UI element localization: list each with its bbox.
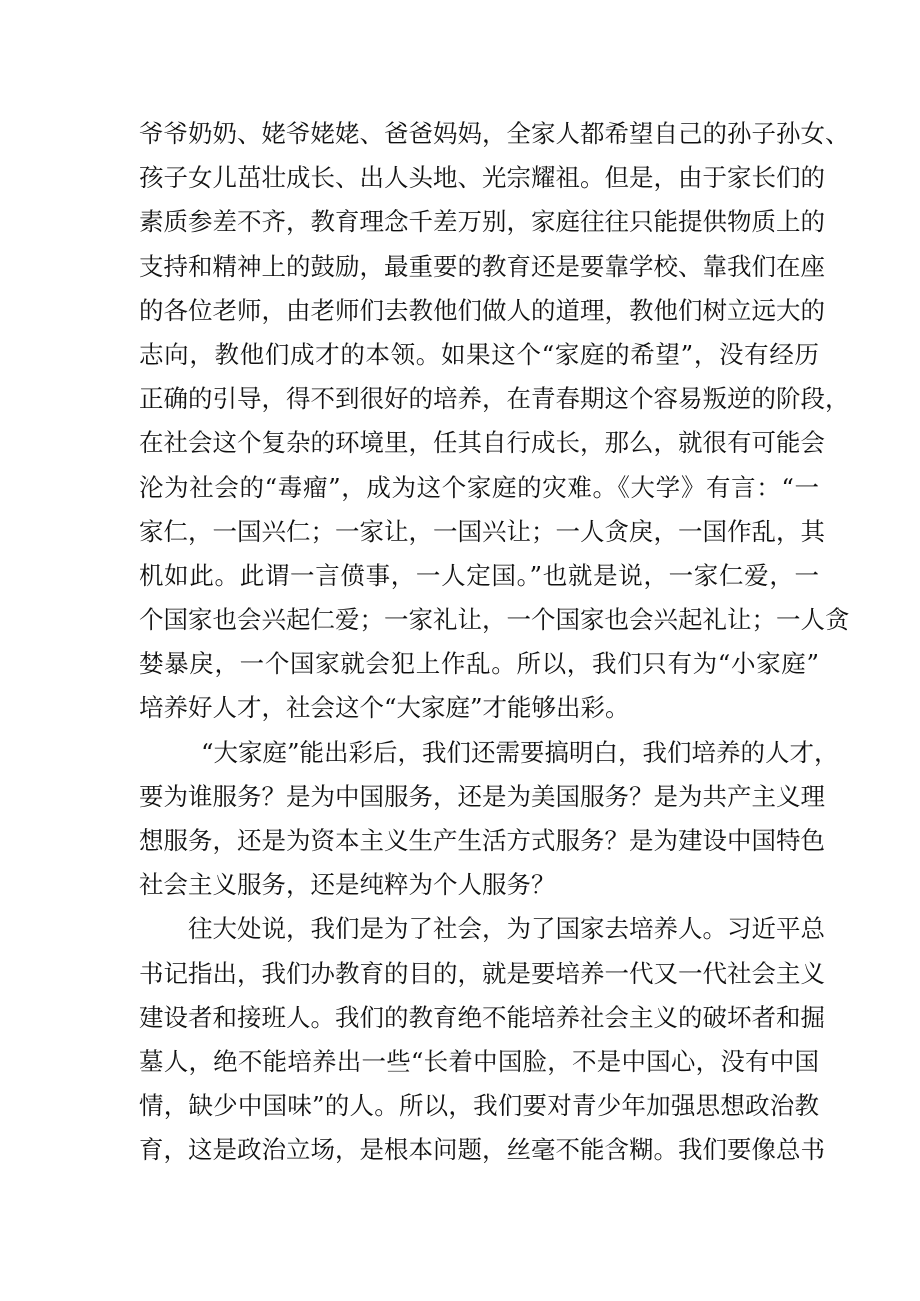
text-line: 爷爷奶奶、姥爷姥姥、爸爸妈妈，全家人都希望自己的孙子孙女、: [139, 119, 850, 148]
text-line: 个国家也会兴起仁爱；一家礼让，一个国家也会兴起礼让；一人贪: [139, 605, 850, 635]
text-line: 往大处说，我们是为了社会，为了国家去培养人。习近平总: [188, 914, 825, 944]
text-line: 的各位老师，由老师们去教他们做人的道理，教他们树立远大的: [139, 295, 825, 325]
text-line: 支持和精神上的鼓励，最重要的教育还是要靠学校、靠我们在座: [139, 251, 825, 281]
paragraph-serve-whom: [139, 731, 839, 908]
text-line: 情，缺少中国味”的人。所以，我们要对青少年加强思想政治教: [139, 1091, 819, 1121]
text-line: “大家庭”能出彩后，我们还需要搞明白，我们培养的人才，: [201, 737, 839, 767]
text-line: 书记指出，我们办教育的目的，就是要培养一代又一代社会主义: [139, 958, 825, 988]
text-line: 社会主义服务，还是纯粹为个人服务？: [139, 870, 556, 900]
text-line: 墓人，绝不能培养出一些“长着中国脸，不是中国心，没有中国: [139, 1046, 819, 1076]
text-line: 孩子女儿茁壮成长、出人头地、光宗耀祖。但是，由于家长们的: [139, 163, 825, 193]
text-line: 要为谁服务？是为中国服务，还是为美国服务？是为共产主义理: [139, 781, 825, 811]
paragraph-family-hope: [139, 112, 850, 731]
text-line: 正确的引导，得不到很好的培养，在青春期这个容易叛逆的阶段，: [139, 384, 850, 414]
text-line: 育，这是政治立场，是根本问题，丝毫不能含糊。我们要像总书: [139, 1135, 825, 1165]
body-text: [139, 112, 850, 1173]
text-line: 婪暴戾，一个国家就会犯上作乱。所以，我们只有为“小家庭”: [139, 649, 819, 679]
text-line: 素质参差不齐，教育理念千差万别，家庭往往只能提供物质上的: [139, 207, 825, 237]
text-line: 在社会这个复杂的环境里，任其自行成长，那么，就很有可能会: [139, 428, 825, 458]
paragraph-national-purpose: [139, 907, 825, 1172]
text-line: 志向，教他们成才的本领。如果这个“家庭的希望”，没有经历: [139, 339, 819, 369]
text-line: 家仁，一国兴仁；一家让，一国兴让；一人贪戾，一国作乱，其: [139, 516, 825, 546]
text-line: 机如此。此谓一言偾事，一人定国。”也就是说，一家仁爱，一: [139, 560, 819, 590]
text-line: 培养好人才，社会这个“大家庭”才能够出彩。: [139, 693, 630, 723]
text-line: 想服务，还是为资本主义生产生活方式服务？是为建设中国特色: [139, 826, 825, 855]
text-line: 建设者和接班人。我们的教育绝不能培养社会主义的破坏者和掘: [139, 1002, 825, 1032]
text-line: 沦为社会的“毒瘤”，成为这个家庭的灾难。《大学》有言：“一: [139, 472, 819, 502]
